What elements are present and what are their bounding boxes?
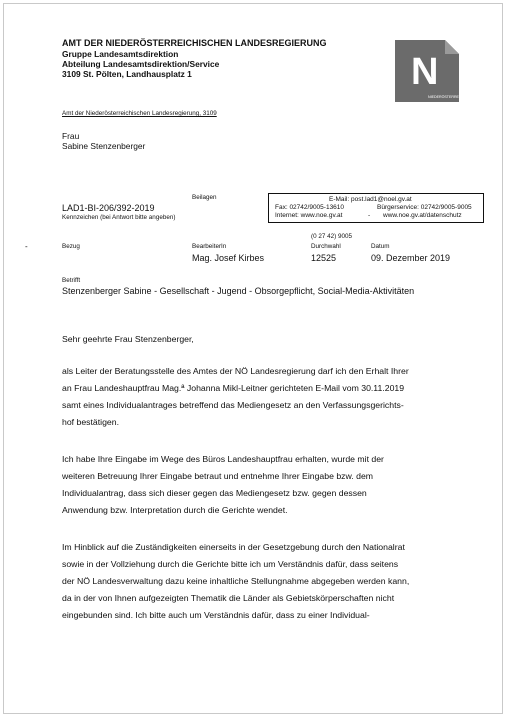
letter-date: 09. Dezember 2019 — [371, 253, 451, 263]
contact-box — [268, 193, 484, 223]
letter-greeting: Sehr geehrte Frau Stenzenberger, — [62, 334, 194, 344]
contact-internet: Internet: www.noe.gv.at — [275, 212, 343, 219]
paragraph-3-line: der NÖ Landesverwaltung dazu keine inhaltliche Stellungnahme abgegeben werden kann, — [62, 576, 410, 586]
authority-title: AMT DER NIEDERÖSTERREICHISCHEN LANDESREGIERUNG — [62, 38, 327, 48]
logo-letter: N — [411, 51, 439, 93]
department-line: Abteilung Landesamtsdirektion/Service — [62, 59, 220, 69]
beilagen-label: Beilagen — [192, 194, 217, 201]
paragraph-2-line: weiteren Betreuung Ihrer Eingabe betraut und entnehme Ihrer Eingabe bzw. dem — [62, 471, 374, 481]
margin-mark: - — [25, 242, 28, 251]
group-line: Gruppe Landesamtsdirektion — [62, 49, 179, 59]
subject-label: Betrifft — [62, 277, 81, 284]
paragraph-1-line: an Frau Landeshauptfrau Mag.ª Johanna Mikl-Leitner gerichteten E-Mail vom 30.11.2019 — [62, 383, 405, 393]
bezug-label: Bezug — [62, 243, 80, 250]
durchwahl-number: 12525 — [311, 253, 337, 263]
bearbeiter-label: BearbeiterIn — [192, 243, 227, 250]
subject-text: Stenzenberger Sabine - Gesellschaft - Jugend - Obsorgepflicht, Social-Media-Aktivitäten — [62, 286, 415, 296]
bearbeiter-name: Mag. Josef Kirbes — [192, 253, 265, 263]
paragraph-1-line: hof bestätigen. — [62, 417, 119, 427]
contact-fax: Fax: 02742/9005-13610 — [275, 204, 345, 211]
paragraph-3-line: da in der von Ihnen aufgezeigten Thematik die Länder als Gebietskörperschaften nicht — [62, 593, 395, 603]
contact-buergerservice: Bürgerservice: 02742/9005-9005 — [377, 204, 472, 211]
contact-dash: - — [368, 212, 371, 219]
phone-prefix: (0 27 42) 9005 — [311, 233, 352, 240]
paragraph-2-line: Anwendung bzw. Interpretation durch die Gerichte wendet. — [62, 505, 288, 515]
recipient-name: Sabine Stenzenberger — [62, 141, 146, 151]
reference-note: Kennzeichen (bei Antwort bitte angeben) — [62, 214, 176, 221]
contact-privacy-link[interactable]: www.noe.gv.at/datenschutz — [383, 212, 462, 219]
paragraph-3-line: sowie in der Vollziehung durch die Gerichte bitte ich um Verständnis dafür, dass seitens — [62, 559, 399, 569]
contact-email: E-Mail: post.lad1@noel.gv.at — [329, 196, 412, 203]
reference-number: LAD1-BI-206/392-2019 — [62, 203, 155, 213]
logo-wordmark: NIEDERÖSTERREICH — [428, 95, 466, 99]
datum-label: Datum — [371, 243, 390, 250]
recipient-salutation: Frau — [62, 131, 80, 141]
paragraph-1-line: samt eines Individualantrages betreffend das Mediengesetz an den Verfassungsgerichts- — [62, 400, 404, 410]
address-line: 3109 St. Pölten, Landhausplatz 1 — [62, 69, 192, 79]
noe-logo — [395, 40, 466, 102]
paragraph-3-line: Im Hinblick auf die Zuständigkeiten einerseits in der Gesetzgebung durch den Nationalrat — [62, 542, 405, 552]
paragraph-3-line: eingebunden sind. Ich bitte auch um Verständnis dafür, dass zu einer Individual- — [62, 610, 370, 620]
durchwahl-label: Durchwahl — [311, 243, 341, 250]
paragraph-2-line: Individualantrag, dass sich dieser gegen das Mediengesetz bzw. gegen dessen — [62, 488, 367, 498]
paragraph-1-line: als Leiter der Beratungsstelle des Amtes der NÖ Landesregierung darf ich den Erhalt Ihrer — [62, 366, 409, 376]
paragraph-2-line: Ich habe Ihre Eingabe im Wege des Büros Landeshauptfrau erhalten, wurde mit der — [62, 454, 384, 464]
sender-return-address: Amt der Niederösterreichischen Landesregierung, 3109 — [62, 110, 217, 117]
